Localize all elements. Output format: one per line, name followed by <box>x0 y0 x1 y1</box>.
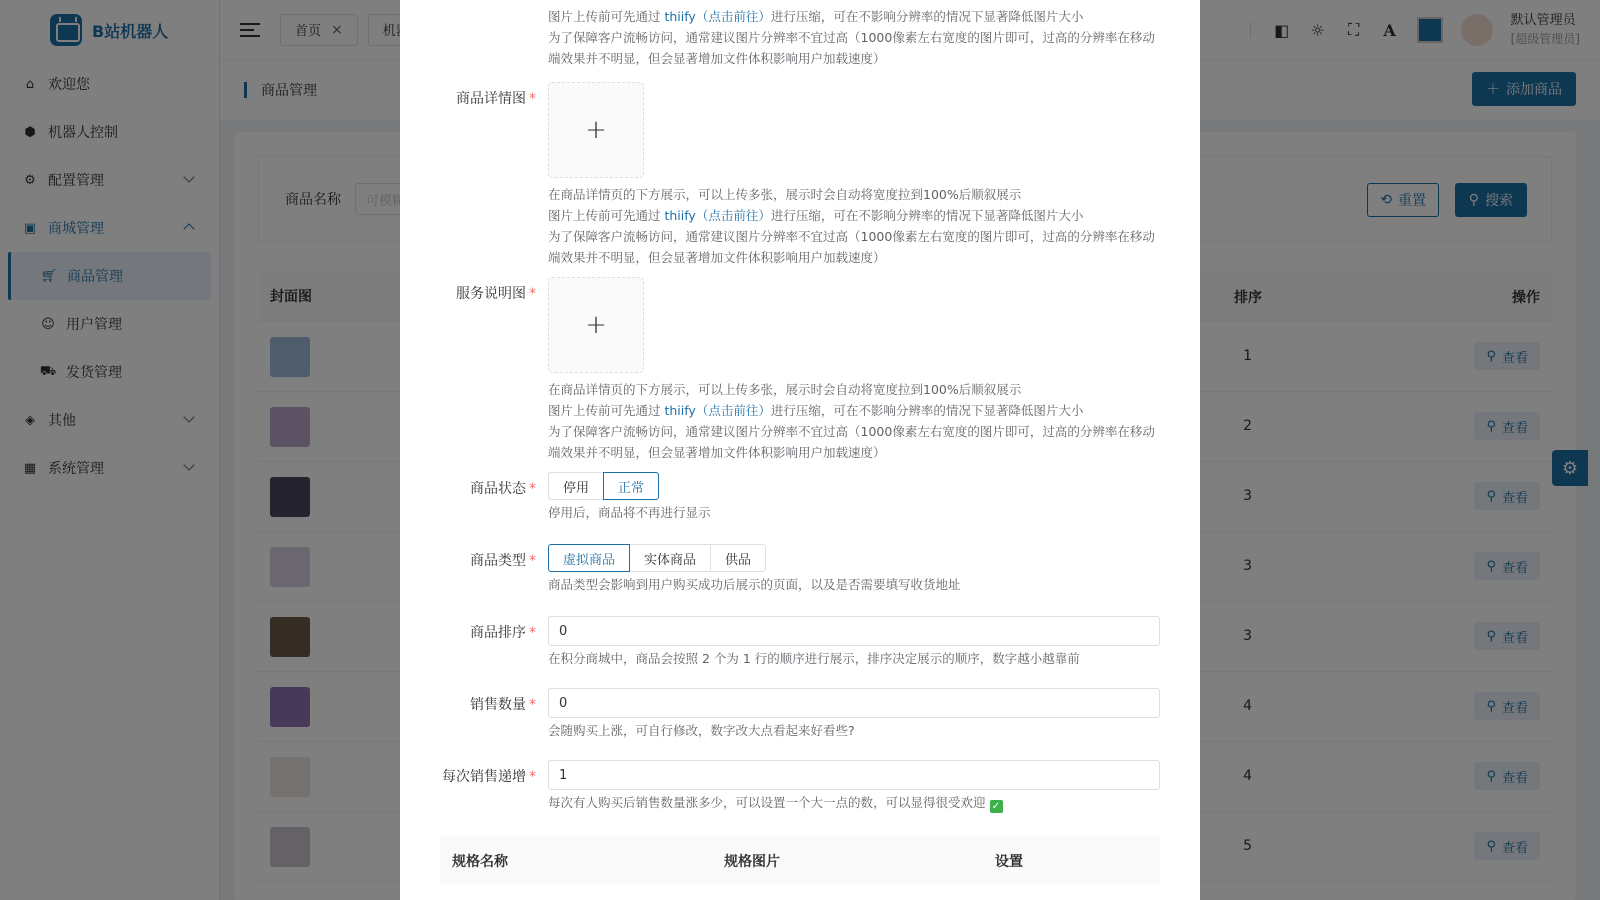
spec-table-header <box>440 836 1160 884</box>
required-mark: * <box>529 91 536 107</box>
service-image-uploader[interactable] <box>548 277 644 373</box>
form-label <box>440 478 536 498</box>
thiify-link[interactable]: thiify（点击前往） <box>664 9 771 24</box>
required-mark: * <box>529 625 536 641</box>
form-label <box>440 88 536 108</box>
compress-hint <box>548 6 1160 27</box>
resolution-hint: 为了保障客户流畅访问，通常建议图片分辨率不宜过高（1000像素左右宽度的图片即可，过高的分辨率在移动端效果并不明显，但会显著增加文件体积影响用户加载速度） <box>548 424 1155 460</box>
label-text: 商品类型 <box>470 553 526 569</box>
image-hint: 在商品详情页的下方展示，可以上传多张，展示时会自动将宽度拉到100%后顺叙展示 <box>548 382 1022 397</box>
status-radio-group <box>548 472 659 500</box>
detail-image-uploader[interactable] <box>548 82 644 178</box>
form-label <box>440 622 536 642</box>
required-mark: * <box>529 553 536 569</box>
label-text: 每次销售递增 <box>442 769 526 785</box>
sales-hint: 会随购买上涨，可自行修改，数字改大点看起来好看些? <box>548 723 855 738</box>
sales-input[interactable]: 0 <box>548 688 1160 718</box>
type-option-virtual[interactable]: 虚拟商品 <box>548 544 630 572</box>
col-spec-settings: 设置 <box>995 854 1023 870</box>
required-mark: * <box>529 286 536 302</box>
required-mark: * <box>529 697 536 713</box>
col-spec-name: 规格名称 <box>452 854 508 870</box>
status-option-disabled[interactable]: 停用 <box>548 472 604 500</box>
status-option-normal[interactable]: 正常 <box>603 472 659 500</box>
form-label <box>428 766 536 786</box>
image-hint: 在商品详情页的下方展示，可以上传多张，展示时会自动将宽度拉到100%后顺叙展示 <box>548 187 1022 202</box>
thiify-link[interactable]: thiify（点击前往） <box>664 208 771 223</box>
sales-increment-input[interactable]: 1 <box>548 760 1160 790</box>
plus-icon: + <box>585 310 607 340</box>
label-text: 商品详情图 <box>456 91 526 107</box>
hint-text: 进行压缩，可在不影响分辨率的情况下显著降低图片大小 <box>770 9 1084 24</box>
edit-product-dialog <box>400 0 1200 900</box>
hint-text: 每次有人购买后销售数量涨多少，可以设置一个大一点的数，可以显得很受欢迎 <box>548 795 986 810</box>
form-label <box>440 694 536 714</box>
resolution-hint: 为了保障客户流畅访问，通常建议图片分辨率不宜过高（1000像素左右宽度的图片即可，过高的分辨率在移动端效果并不明显，但会显著增加文件体积影响用户加载速度） <box>548 30 1155 66</box>
hint-text: 进行压缩，可在不影响分辨率的情况下显著降低图片大小 <box>770 208 1084 223</box>
compress-hint <box>548 400 1160 421</box>
form-label <box>440 550 536 570</box>
col-spec-image: 规格图片 <box>724 854 780 870</box>
hint-text: 图片上传前可先通过 <box>548 9 665 24</box>
thiify-link[interactable]: thiify（点击前往） <box>664 403 771 418</box>
type-option-offering[interactable]: 供品 <box>710 544 766 572</box>
check-icon: ✓ <box>990 800 1003 813</box>
sort-hint: 在积分商城中，商品会按照 2 个为 1 行的顺序进行展示，排序决定展示的顺序，数字越小越靠前 <box>548 651 1080 666</box>
compress-hint <box>548 205 1160 226</box>
label-text: 销售数量 <box>470 697 526 713</box>
type-radio-group <box>548 544 766 572</box>
resolution-hint: 为了保障客户流畅访问，通常建议图片分辨率不宜过高（1000像素左右宽度的图片即可，过高的分辨率在移动端效果并不明显，但会显著增加文件体积影响用户加载速度） <box>548 229 1155 265</box>
label-text: 服务说明图 <box>456 286 526 302</box>
hint-text: 图片上传前可先通过 <box>548 403 665 418</box>
form-label <box>440 283 536 303</box>
type-option-physical[interactable]: 实体商品 <box>629 544 711 572</box>
sort-input[interactable]: 0 <box>548 616 1160 646</box>
hint-text: 图片上传前可先通过 <box>548 208 665 223</box>
label-text: 商品排序 <box>470 625 526 641</box>
label-text: 商品状态 <box>470 481 526 497</box>
increment-hint <box>548 792 1160 813</box>
required-mark: * <box>529 769 536 785</box>
hint-text: 进行压缩，可在不影响分辨率的情况下显著降低图片大小 <box>770 403 1084 418</box>
plus-icon: + <box>585 115 607 145</box>
required-mark: * <box>529 481 536 497</box>
status-hint: 停用后，商品将不再进行显示 <box>548 505 711 520</box>
type-hint: 商品类型会影响到用户购买成功后展示的页面，以及是否需要填写收货地址 <box>548 577 961 592</box>
